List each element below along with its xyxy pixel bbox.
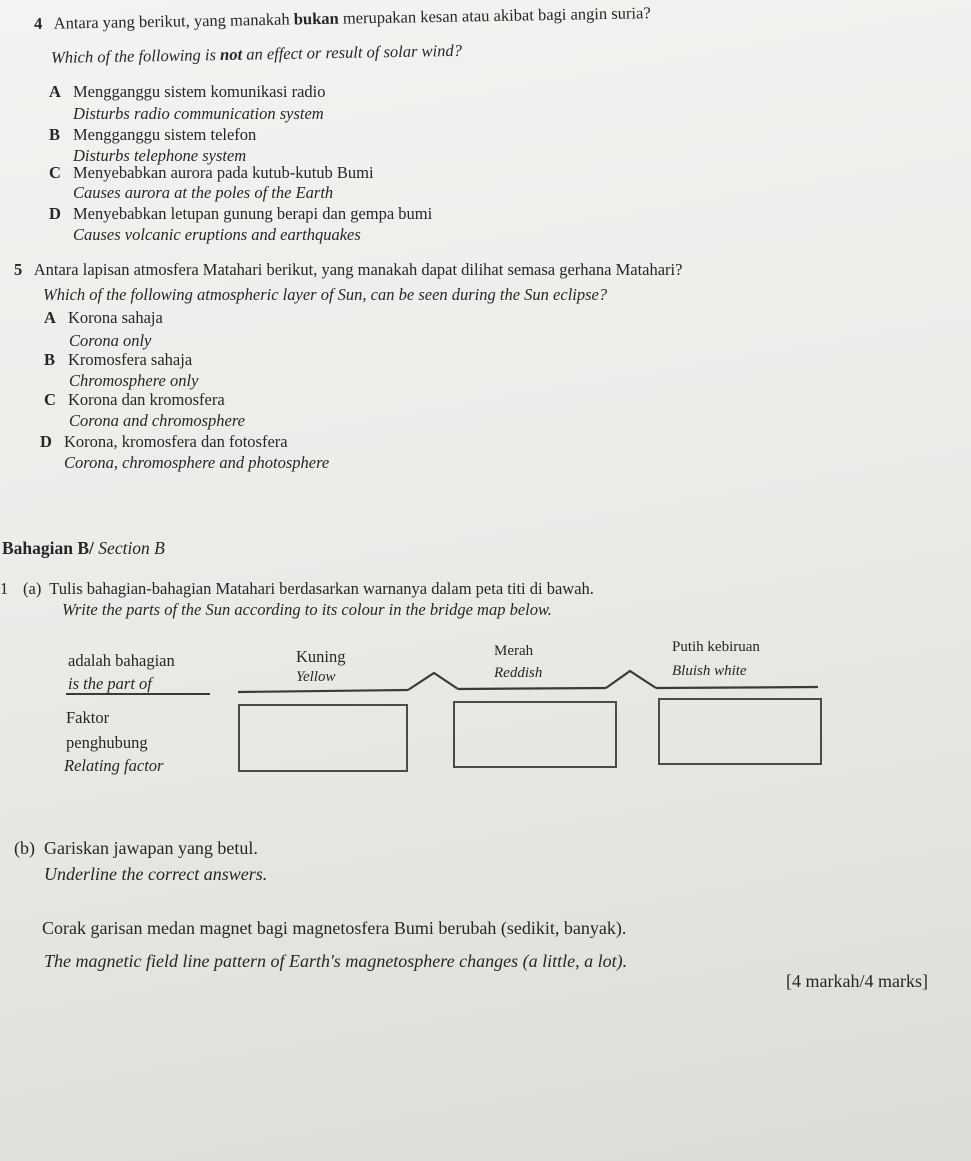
- q5-option-a-en: Corona only: [69, 331, 152, 350]
- bridge-item-3-en: Bluish white: [672, 663, 747, 679]
- q5-stem-en: Which of the following atmospheric layer of Sun, can be seen during the Sun eclipse?: [43, 285, 608, 304]
- part-a-instruction-en: Write the parts of the Sun according to its colour in the bridge map below.: [62, 600, 552, 619]
- answer-box-2[interactable]: [453, 701, 617, 768]
- part-b-label: (b): [14, 838, 35, 858]
- q5-option-c-ms: Korona dan kromosfera: [68, 390, 225, 409]
- bridge-arch-2: [606, 671, 656, 688]
- section-b-question-number: 1: [0, 579, 9, 598]
- q4-option-b-ms: Mengganggu sistem telefon: [73, 125, 257, 144]
- q5-text-ms: Antara lapisan atmosfera Matahari berikut, yang manakah dapat dilihat semasa gerhana Matahari?: [33, 260, 683, 279]
- bridge-item-3-ms: Putih kebiruan: [672, 639, 760, 655]
- q4-text-ms-bold: bukan: [293, 8, 339, 29]
- bridge-item-2-ms: Merah: [494, 643, 534, 659]
- bridge-baseline-1: [238, 690, 408, 692]
- marks-label: [4 markah/4 marks]: [786, 971, 928, 991]
- bridge-item-1-en: Yellow: [296, 669, 336, 685]
- bridge-baseline-3: [656, 687, 818, 688]
- q5-option-a-letter: A: [44, 308, 56, 327]
- q4-text-en-pre: Which of the following is: [50, 45, 221, 67]
- section-b-title-ms: Bahagian B/: [2, 538, 99, 558]
- q5-option-a-ms: Korona sahaja: [68, 308, 163, 327]
- bridge-relation-en: is the part of: [68, 674, 152, 693]
- part-b-statement-en: The magnetic field line pattern of Earth's magnetosphere changes (a little, a lot).: [44, 951, 628, 971]
- answer-box-1[interactable]: [238, 704, 408, 772]
- bridge-factor-en: Relating factor: [64, 756, 164, 775]
- q4-option-c-letter: C: [49, 163, 61, 182]
- bridge-arch-1: [408, 673, 458, 690]
- part-b-statement-ms[interactable]: Corak garisan medan magnet bagi magnetosfera Bumi berubah (sedikit, banyak).: [42, 918, 627, 938]
- q4-option-d-ms: Menyebabkan letupan gunung berapi dan gempa bumi: [73, 204, 433, 223]
- part-b-instruction-en: Underline the correct answers.: [44, 864, 268, 884]
- bridge-item-1-ms: Kuning: [296, 647, 346, 666]
- q4-number: 4: [33, 13, 43, 33]
- q4-option-b-en: Disturbs telephone system: [73, 146, 247, 165]
- q5-option-d-ms: Korona, kromosfera dan fotosfera: [64, 432, 288, 451]
- q5-option-b-ms: Kromosfera sahaja: [68, 350, 193, 369]
- q5-option-c-letter: C: [44, 390, 56, 409]
- q4-text-ms-pre: Antara yang berikut, yang manakah: [53, 9, 294, 33]
- answer-box-3[interactable]: [658, 698, 822, 765]
- part-b-instruction-ms: [14, 838, 258, 859]
- q4-option-a-en: Disturbs radio communication system: [73, 104, 324, 123]
- q4-option-a-letter: A: [49, 82, 61, 101]
- q4-text-en-bold: not: [219, 44, 243, 65]
- q4-text-en-post: an effect or result of solar wind?: [241, 40, 463, 64]
- bridge-baseline-2: [458, 688, 606, 689]
- bridge-factor-ms-1: Faktor: [66, 708, 110, 727]
- part-a-label: (a): [23, 579, 42, 598]
- q5-option-b-en: Chromosphere only: [69, 371, 199, 390]
- q4-option-a-ms: Mengganggu sistem komunikasi radio: [73, 82, 326, 101]
- q4-text-ms-post: merupakan kesan atau akibat bagi angin suria?: [338, 3, 651, 28]
- q5-number: 5: [14, 260, 23, 279]
- part-a-text-ms: Tulis bahagian-bahagian Matahari berdasarkan warnanya dalam peta titi di bawah.: [49, 579, 594, 598]
- q4-option-b-letter: B: [49, 125, 61, 144]
- q4-option-c-ms: Menyebabkan aurora pada kutub-kutub Bumi: [73, 163, 374, 182]
- q4-option-d-en: Causes volcanic eruptions and earthquakes: [73, 225, 361, 244]
- section-b-title-en: Section B: [98, 538, 165, 558]
- q4-option-c-en: Causes aurora at the poles of the Earth: [73, 183, 334, 202]
- q5-option-b-letter: B: [44, 350, 56, 369]
- bridge-factor-ms-2: penghubung: [66, 733, 148, 752]
- q5-option-c-en: Corona and chromosphere: [69, 411, 245, 430]
- q5-option-d-letter: D: [40, 432, 52, 451]
- q4-option-d-letter: D: [49, 204, 61, 223]
- part-b-text-ms: Gariskan jawapan yang betul.: [44, 838, 258, 858]
- q5-option-d-en: Corona, chromosphere and photosphere: [64, 453, 330, 472]
- bridge-relation-ms: adalah bahagian: [68, 651, 175, 670]
- bridge-item-2-en: Reddish: [494, 665, 543, 681]
